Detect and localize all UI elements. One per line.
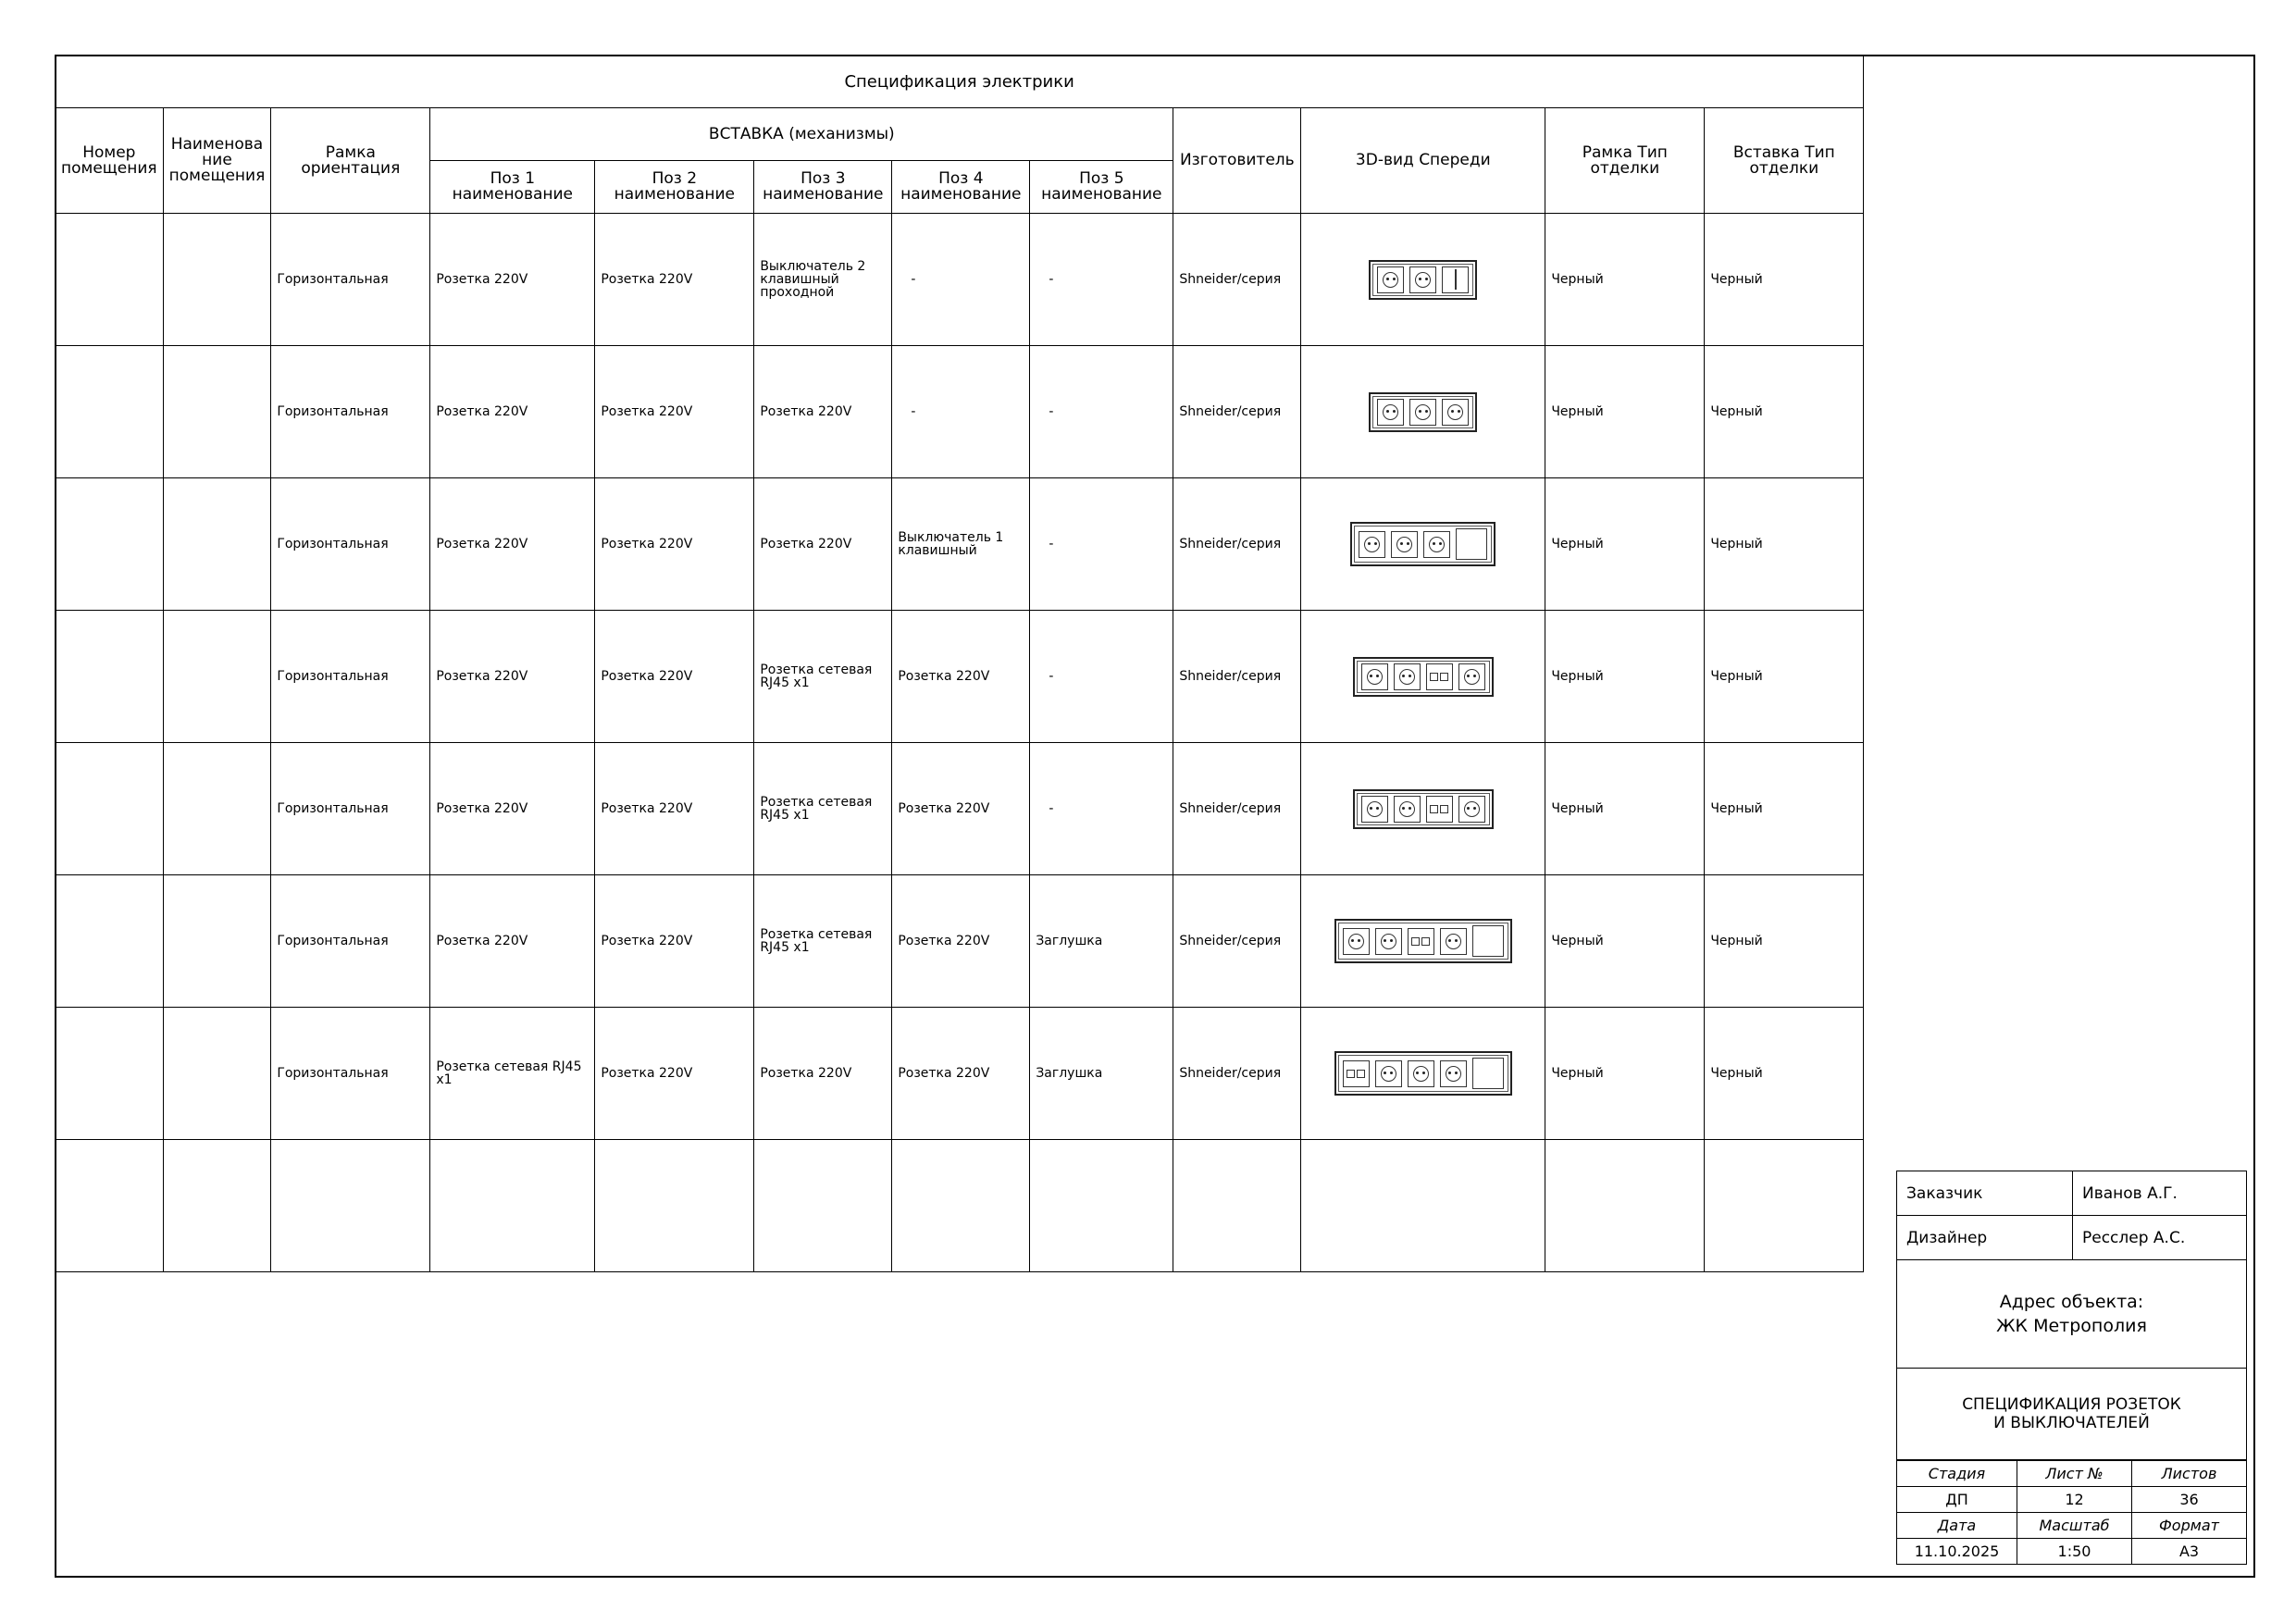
cell-room-name — [163, 1140, 271, 1272]
cell-pos2: Розетка 220V — [595, 875, 754, 1008]
cell-room-name — [163, 214, 271, 346]
cell-room-number — [56, 478, 164, 611]
cell-pos2: Розетка 220V — [595, 1008, 754, 1140]
cell-pos4: Выключатель 1 клавишный — [892, 478, 1030, 611]
document-title-text: СПЕЦИФИКАЦИЯ РОЗЕТОК И ВЫКЛЮЧАТЕЛЕЙ — [1962, 1395, 2181, 1432]
cell-insert-finish: Черный — [1705, 875, 1864, 1008]
socket-icon — [1409, 399, 1436, 426]
cell-pos3: Выключатель 2 клавишный проходной — [754, 214, 892, 346]
socket-icon — [1442, 399, 1469, 426]
cell-pos3: Розетка 220V — [754, 478, 892, 611]
designer-label: Дизайнер — [1897, 1216, 2073, 1260]
cell-3d-view — [1301, 346, 1545, 478]
insert-frame-preview — [1353, 657, 1494, 697]
cell-pos1: Розетка 220V — [430, 478, 595, 611]
address-cell — [1897, 1260, 2247, 1369]
scale-value: 1:50 — [2017, 1539, 2132, 1565]
rj45-icon — [1343, 1060, 1370, 1087]
sheet-label: Лист № — [2017, 1461, 2132, 1487]
cell-pos5: Заглушка — [1030, 875, 1173, 1008]
switch-2-key-icon — [1442, 266, 1469, 293]
cell-pos5: - — [1030, 478, 1173, 611]
cell-pos1: Розетка сетевая RJ45 x1 — [430, 1008, 595, 1140]
socket-icon — [1440, 1060, 1467, 1087]
cell-pos3 — [754, 1140, 892, 1272]
cell-orientation: Горизонтальная — [271, 478, 430, 611]
rj45-icon — [1408, 928, 1434, 955]
cell-room-name — [163, 743, 271, 875]
cell-insert-finish — [1705, 1140, 1864, 1272]
stage-label: Стадия — [1897, 1461, 2017, 1487]
cell-pos2: Розетка 220V — [595, 611, 754, 743]
cell-insert-finish: Черный — [1705, 478, 1864, 611]
cell-room-number — [56, 743, 164, 875]
header-pos1: Поз 1 наименование — [430, 161, 595, 214]
cell-pos4: Розетка 220V — [892, 611, 1030, 743]
socket-icon — [1343, 928, 1370, 955]
header-insert-finish: Вставка Тип отделки — [1705, 108, 1864, 214]
cell-frame-finish: Черный — [1545, 875, 1705, 1008]
cell-manufacturer: Shneider/серия — [1173, 875, 1301, 1008]
blank-plate-icon — [1456, 528, 1487, 560]
format-label: Формат — [2132, 1513, 2247, 1539]
socket-icon — [1375, 928, 1402, 955]
cell-frame-finish: Черный — [1545, 1008, 1705, 1140]
cell-room-name — [163, 1008, 271, 1140]
cell-room-name — [163, 875, 271, 1008]
cell-manufacturer: Shneider/серия — [1173, 611, 1301, 743]
socket-icon — [1408, 1060, 1434, 1087]
table-row — [56, 346, 1864, 478]
address-label: Адрес объекта: — [1999, 1292, 2144, 1312]
cell-orientation: Горизонтальная — [271, 611, 430, 743]
stage-value: ДП — [1897, 1487, 2017, 1513]
socket-icon — [1377, 399, 1404, 426]
cell-room-name — [163, 346, 271, 478]
cell-frame-finish: Черный — [1545, 478, 1705, 611]
insert-frame-preview — [1334, 919, 1512, 963]
cell-frame-finish — [1545, 1140, 1705, 1272]
table-row — [56, 743, 1864, 875]
sheets-label: Листов — [2132, 1461, 2247, 1487]
table-row — [56, 1140, 1864, 1272]
cell-pos1: Розетка 220V — [430, 346, 595, 478]
blank-plate-icon — [1472, 1058, 1504, 1089]
cell-pos4: - — [892, 214, 1030, 346]
header-3d-view: 3D-вид Спереди — [1301, 108, 1545, 214]
socket-icon — [1409, 266, 1436, 293]
socket-icon — [1375, 1060, 1402, 1087]
sheets-value: 36 — [2132, 1487, 2247, 1513]
spec-table-body — [56, 214, 1864, 1272]
cell-pos2: Розетка 220V — [595, 478, 754, 611]
sheet-value: 12 — [2017, 1487, 2132, 1513]
cell-pos2 — [595, 1140, 754, 1272]
cell-3d-view — [1301, 1140, 1545, 1272]
blank-plate-icon — [1472, 925, 1504, 957]
cell-pos4 — [892, 1140, 1030, 1272]
cell-3d-view — [1301, 1008, 1545, 1140]
header-room-number: Номер помещения — [56, 108, 164, 214]
cell-pos4: - — [892, 346, 1030, 478]
header-room-name: Наименова ние помещения — [163, 108, 271, 214]
insert-frame-preview — [1369, 392, 1477, 432]
cell-pos5: - — [1030, 611, 1173, 743]
cell-insert-finish: Черный — [1705, 214, 1864, 346]
cell-manufacturer: Shneider/серия — [1173, 1008, 1301, 1140]
cell-orientation: Горизонтальная — [271, 346, 430, 478]
socket-icon — [1359, 531, 1385, 558]
cell-pos4: Розетка 220V — [892, 1008, 1030, 1140]
cell-manufacturer: Shneider/серия — [1173, 743, 1301, 875]
cell-pos4: Розетка 220V — [892, 875, 1030, 1008]
cell-manufacturer: Shneider/серия — [1173, 214, 1301, 346]
cell-room-name — [163, 478, 271, 611]
socket-icon — [1361, 663, 1388, 690]
cell-room-number — [56, 346, 164, 478]
cell-orientation: Горизонтальная — [271, 743, 430, 875]
electrical-spec-table — [55, 55, 1864, 1272]
socket-icon — [1394, 796, 1421, 823]
designer-value: Ресслер А.С. — [2073, 1216, 2247, 1260]
cell-3d-view — [1301, 478, 1545, 611]
insert-frame-preview — [1350, 522, 1496, 566]
document-title — [1897, 1369, 2247, 1460]
date-value: 11.10.2025 — [1897, 1539, 2017, 1565]
cell-orientation: Горизонтальная — [271, 214, 430, 346]
cell-pos3: Розетка 220V — [754, 346, 892, 478]
cell-pos3: Розетка сетевая RJ45 x1 — [754, 875, 892, 1008]
cell-pos1: Розетка 220V — [430, 611, 595, 743]
header-manufacturer: Изготовитель — [1173, 108, 1301, 214]
format-value: А3 — [2132, 1539, 2247, 1565]
address-value: ЖК Метрополия — [1996, 1316, 2147, 1336]
cell-pos2: Розетка 220V — [595, 346, 754, 478]
cell-frame-finish: Черный — [1545, 743, 1705, 875]
cell-pos2: Розетка 220V — [595, 214, 754, 346]
cell-frame-finish: Черный — [1545, 611, 1705, 743]
cell-pos5: - — [1030, 346, 1173, 478]
header-pos2: Поз 2 наименование — [595, 161, 754, 214]
cell-pos3: Розетка 220V — [754, 1008, 892, 1140]
cell-pos5: - — [1030, 743, 1173, 875]
cell-pos3: Розетка сетевая RJ45 x1 — [754, 743, 892, 875]
socket-icon — [1458, 663, 1485, 690]
cell-room-number — [56, 1008, 164, 1140]
cell-pos5: Заглушка — [1030, 1008, 1173, 1140]
cell-pos1: Розетка 220V — [430, 743, 595, 875]
cell-manufacturer: Shneider/серия — [1173, 478, 1301, 611]
rj45-icon — [1426, 663, 1453, 690]
header-frame-finish: Рамка Тип отделки — [1545, 108, 1705, 214]
header-pos3: Поз 3 наименование — [754, 161, 892, 214]
socket-icon — [1361, 796, 1388, 823]
table-row — [56, 611, 1864, 743]
cell-pos5: - — [1030, 214, 1173, 346]
socket-icon — [1377, 266, 1404, 293]
cell-frame-finish: Черный — [1545, 346, 1705, 478]
cell-3d-view — [1301, 743, 1545, 875]
cell-manufacturer: Shneider/серия — [1173, 346, 1301, 478]
socket-icon — [1423, 531, 1450, 558]
cell-insert-finish: Черный — [1705, 1008, 1864, 1140]
customer-value: Иванов А.Г. — [2073, 1171, 2247, 1216]
header-pos4: Поз 4 наименование — [892, 161, 1030, 214]
cell-room-name — [163, 611, 271, 743]
socket-icon — [1391, 531, 1418, 558]
header-insert-group: ВСТАВКА (механизмы) — [430, 108, 1173, 161]
cell-room-number — [56, 611, 164, 743]
insert-frame-preview — [1353, 789, 1494, 829]
insert-frame-preview — [1334, 1051, 1512, 1096]
cell-insert-finish: Черный — [1705, 346, 1864, 478]
cell-frame-finish: Черный — [1545, 214, 1705, 346]
cell-pos1: Розетка 220V — [430, 214, 595, 346]
cell-3d-view — [1301, 214, 1545, 346]
customer-label: Заказчик — [1897, 1171, 2073, 1216]
scale-label: Масштаб — [2017, 1513, 2132, 1539]
cell-room-number — [56, 875, 164, 1008]
cell-pos3: Розетка сетевая RJ45 x1 — [754, 611, 892, 743]
cell-pos1 — [430, 1140, 595, 1272]
header-pos5: Поз 5 наименование — [1030, 161, 1173, 214]
table-row — [56, 214, 1864, 346]
cell-room-number — [56, 1140, 164, 1272]
table-row — [56, 875, 1864, 1008]
table-row — [56, 478, 1864, 611]
title-block — [1896, 1171, 2246, 1568]
table-title: Спецификация электрики — [56, 56, 1864, 108]
cell-orientation — [271, 1140, 430, 1272]
cell-insert-finish: Черный — [1705, 743, 1864, 875]
cell-orientation: Горизонтальная — [271, 1008, 430, 1140]
cell-orientation: Горизонтальная — [271, 875, 430, 1008]
cell-insert-finish: Черный — [1705, 611, 1864, 743]
cell-pos2: Розетка 220V — [595, 743, 754, 875]
cell-manufacturer — [1173, 1140, 1301, 1272]
cell-pos1: Розетка 220V — [430, 875, 595, 1008]
cell-room-number — [56, 214, 164, 346]
date-label: Дата — [1897, 1513, 2017, 1539]
socket-icon — [1394, 663, 1421, 690]
rj45-icon — [1426, 796, 1453, 823]
header-frame-orientation: Рамка ориентация — [271, 108, 430, 214]
socket-icon — [1458, 796, 1485, 823]
socket-icon — [1440, 928, 1467, 955]
cell-3d-view — [1301, 875, 1545, 1008]
cell-pos4: Розетка 220V — [892, 743, 1030, 875]
table-row — [56, 1008, 1864, 1140]
insert-frame-preview — [1369, 260, 1477, 300]
cell-pos5 — [1030, 1140, 1173, 1272]
cell-3d-view — [1301, 611, 1545, 743]
